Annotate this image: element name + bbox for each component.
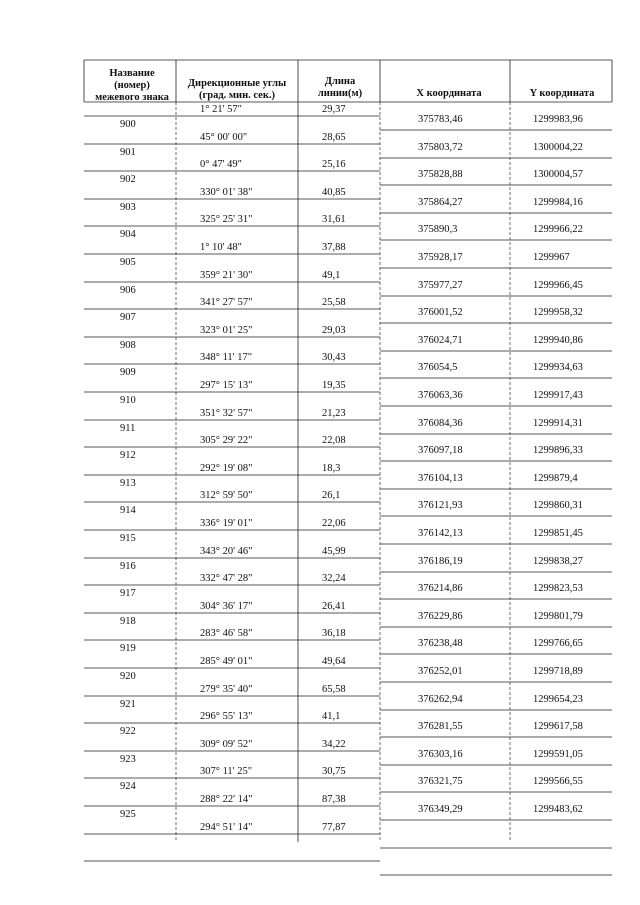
point-x-coordinate: 376262,94 xyxy=(418,694,463,705)
point-x-coordinate: 376214,86 xyxy=(418,583,463,594)
header-x-coordinate: X координата xyxy=(416,88,482,99)
point-x-coordinate: 376281,55 xyxy=(418,721,463,732)
segment-angle: 45° 00' 00" xyxy=(200,132,248,143)
point-x-coordinate: 375890,3 xyxy=(418,224,458,235)
segment-length: 29,03 xyxy=(322,325,346,336)
segment-length: 40,85 xyxy=(322,187,346,198)
segment-length: 49,1 xyxy=(322,270,341,281)
segment-length: 31,61 xyxy=(322,214,346,225)
header-length-line1: Длина xyxy=(324,76,356,87)
point-y-coordinate: 1299851,45 xyxy=(533,528,583,539)
point-name: 920 xyxy=(120,671,136,682)
point-y-coordinate: 1299958,32 xyxy=(533,307,583,318)
point-y-coordinate: 1299838,27 xyxy=(533,556,583,567)
segment-angle: 330° 01' 38" xyxy=(200,187,253,198)
segment-length: 30,75 xyxy=(322,766,346,777)
header-angles-line2: (град. мин. сек.) xyxy=(198,90,276,101)
point-x-coordinate: 375977,27 xyxy=(418,280,463,291)
point-x-coordinate: 376063,36 xyxy=(418,390,463,401)
header-y-coordinate: Y координата xyxy=(529,88,595,99)
point-x-coordinate: 376097,18 xyxy=(418,445,463,456)
segment-angle: 1° 10' 48" xyxy=(200,242,242,253)
point-y-coordinate: 1299983,96 xyxy=(533,114,583,125)
point-y-coordinate: 1299483,62 xyxy=(533,804,583,815)
point-y-coordinate: 1299966,22 xyxy=(533,224,583,235)
segment-angle: 0° 47' 49" xyxy=(200,159,242,170)
point-name: 915 xyxy=(120,533,136,544)
header-directional-angles xyxy=(176,78,298,102)
segment-angle: 332° 47' 28" xyxy=(200,573,253,584)
point-y-coordinate: 1299566,55 xyxy=(533,776,583,787)
point-name: 902 xyxy=(120,174,136,185)
segment-length: 22,06 xyxy=(322,518,346,529)
point-y-coordinate: 1299718,89 xyxy=(533,666,583,677)
segment-length: 25,16 xyxy=(322,159,346,170)
segment-angle: 279° 35' 40" xyxy=(200,684,253,695)
point-y-coordinate: 1299823,53 xyxy=(533,583,583,594)
segment-angle: 288° 22' 14" xyxy=(200,794,253,805)
point-name: 919 xyxy=(120,643,136,654)
point-name: 908 xyxy=(120,340,136,351)
point-name: 905 xyxy=(120,257,136,268)
segment-length: 34,22 xyxy=(322,739,346,750)
point-name: 921 xyxy=(120,699,136,710)
segment-angle: 309° 09' 52" xyxy=(200,739,253,750)
point-y-coordinate: 1299654,23 xyxy=(533,694,583,705)
point-y-coordinate: 1299617,58 xyxy=(533,721,583,732)
segment-angle: 307° 11' 25" xyxy=(200,766,252,777)
point-name: 914 xyxy=(120,505,136,516)
point-name: 903 xyxy=(120,202,136,213)
segment-length: 41,1 xyxy=(322,711,341,722)
point-x-coordinate: 376001,52 xyxy=(418,307,463,318)
segment-length: 45,99 xyxy=(322,546,346,557)
point-x-coordinate: 376186,19 xyxy=(418,556,463,567)
segment-length: 22,08 xyxy=(322,435,346,446)
point-x-coordinate: 376321,75 xyxy=(418,776,463,787)
header-name-line1: Название xyxy=(109,68,155,79)
point-x-coordinate: 376084,36 xyxy=(418,418,463,429)
point-name: 909 xyxy=(120,367,136,378)
segment-angle: 348° 11' 17" xyxy=(200,352,252,363)
segment-angle: 283° 46' 58" xyxy=(200,628,253,639)
segment-length: 37,88 xyxy=(322,242,346,253)
point-y-coordinate: 1300004,57 xyxy=(533,169,583,180)
point-name: 924 xyxy=(120,781,136,792)
segment-angle: 336° 19' 01" xyxy=(200,518,253,529)
point-x-coordinate: 376238,48 xyxy=(418,638,463,649)
point-y-coordinate: 1299934,63 xyxy=(533,362,583,373)
point-name: 918 xyxy=(120,616,136,627)
segment-length: 18,3 xyxy=(322,463,341,474)
point-y-coordinate: 1299860,31 xyxy=(533,500,583,511)
point-x-coordinate: 375864,27 xyxy=(418,197,463,208)
point-x-coordinate: 375783,46 xyxy=(418,114,463,125)
point-x-coordinate: 376104,13 xyxy=(418,473,463,484)
point-name: 906 xyxy=(120,285,136,296)
point-name: 904 xyxy=(120,229,136,240)
segment-angle: 292° 19' 08" xyxy=(200,463,253,474)
segment-angle: 304° 36' 17" xyxy=(200,601,253,612)
point-name: 912 xyxy=(120,450,136,461)
segment-angle: 297° 15' 13" xyxy=(200,380,253,391)
point-name: 910 xyxy=(120,395,136,406)
header-point-name xyxy=(86,68,178,104)
point-y-coordinate: 1299801,79 xyxy=(533,611,583,622)
point-y-coordinate: 1299966,45 xyxy=(533,280,583,291)
segment-length: 30,43 xyxy=(322,352,346,363)
point-y-coordinate: 1300004,22 xyxy=(533,142,583,153)
segment-angle: 296° 55' 13" xyxy=(200,711,253,722)
point-y-coordinate: 1299879,4 xyxy=(533,473,578,484)
point-name: 917 xyxy=(120,588,136,599)
point-y-coordinate: 1299914,31 xyxy=(533,418,583,429)
point-name: 900 xyxy=(120,119,136,130)
point-name: 922 xyxy=(120,726,136,737)
segment-length: 26,1 xyxy=(322,490,341,501)
point-y-coordinate: 1299917,43 xyxy=(533,390,583,401)
point-y-coordinate: 1299591,05 xyxy=(533,749,583,760)
segment-angle: 285° 49' 01" xyxy=(200,656,253,667)
point-name: 925 xyxy=(120,809,136,820)
point-x-coordinate: 376142,13 xyxy=(418,528,463,539)
point-x-coordinate: 375803,72 xyxy=(418,142,463,153)
point-x-coordinate: 376024,71 xyxy=(418,335,463,346)
segment-length: 77,87 xyxy=(322,822,346,833)
header-angles-line1: Дирекционные углы xyxy=(187,78,287,89)
point-x-coordinate: 375928,17 xyxy=(418,252,463,263)
segment-length: 65,58 xyxy=(322,684,346,695)
point-name: 907 xyxy=(120,312,136,323)
point-name: 901 xyxy=(120,147,136,158)
point-y-coordinate: 1299766,65 xyxy=(533,638,583,649)
segment-angle: 305° 29' 22" xyxy=(200,435,253,446)
segment-length: 28,65 xyxy=(322,132,346,143)
point-name: 911 xyxy=(120,423,136,434)
header-name-line3: межевого знака xyxy=(95,92,169,103)
segment-angle: 312° 59' 50" xyxy=(200,490,253,501)
point-x-coordinate: 376121,93 xyxy=(418,500,463,511)
point-name: 916 xyxy=(120,561,136,572)
point-y-coordinate: 1299896,33 xyxy=(533,445,583,456)
segment-length: 19,35 xyxy=(322,380,346,391)
header-line-length xyxy=(300,76,380,100)
segment-length: 21,23 xyxy=(322,408,346,419)
segment-length: 32,24 xyxy=(322,573,346,584)
segment-angle: 325° 25' 31" xyxy=(200,214,253,225)
point-name: 923 xyxy=(120,754,136,765)
segment-length: 29,37 xyxy=(322,104,346,115)
segment-angle: 294° 51' 14" xyxy=(200,822,253,833)
point-x-coordinate: 375828,88 xyxy=(418,169,463,180)
segment-length: 26,41 xyxy=(322,601,346,612)
segment-angle: 351° 32' 57" xyxy=(200,408,253,419)
point-y-coordinate: 1299967 xyxy=(533,252,570,263)
header-name-line2: (номер) xyxy=(114,80,150,91)
segment-length: 36,18 xyxy=(322,628,346,639)
segment-length: 25,58 xyxy=(322,297,346,308)
point-x-coordinate: 376349,29 xyxy=(418,804,463,815)
point-x-coordinate: 376229,86 xyxy=(418,611,463,622)
point-name: 913 xyxy=(120,478,136,489)
segment-angle: 343° 20' 46" xyxy=(200,546,253,557)
segment-length: 49,64 xyxy=(322,656,346,667)
header-length-line2: линии(м) xyxy=(317,88,363,99)
segment-angle: 323° 01' 25" xyxy=(200,325,253,336)
segment-angle: 341° 27' 57" xyxy=(200,297,253,308)
point-y-coordinate: 1299984,16 xyxy=(533,197,583,208)
segment-length: 87,38 xyxy=(322,794,346,805)
point-x-coordinate: 376252,01 xyxy=(418,666,463,677)
point-x-coordinate: 376054,5 xyxy=(418,362,458,373)
point-y-coordinate: 1299940,86 xyxy=(533,335,583,346)
segment-angle: 359° 21' 30" xyxy=(200,270,253,281)
segment-angle: 1° 21' 57" xyxy=(200,104,242,115)
point-x-coordinate: 376303,16 xyxy=(418,749,463,760)
